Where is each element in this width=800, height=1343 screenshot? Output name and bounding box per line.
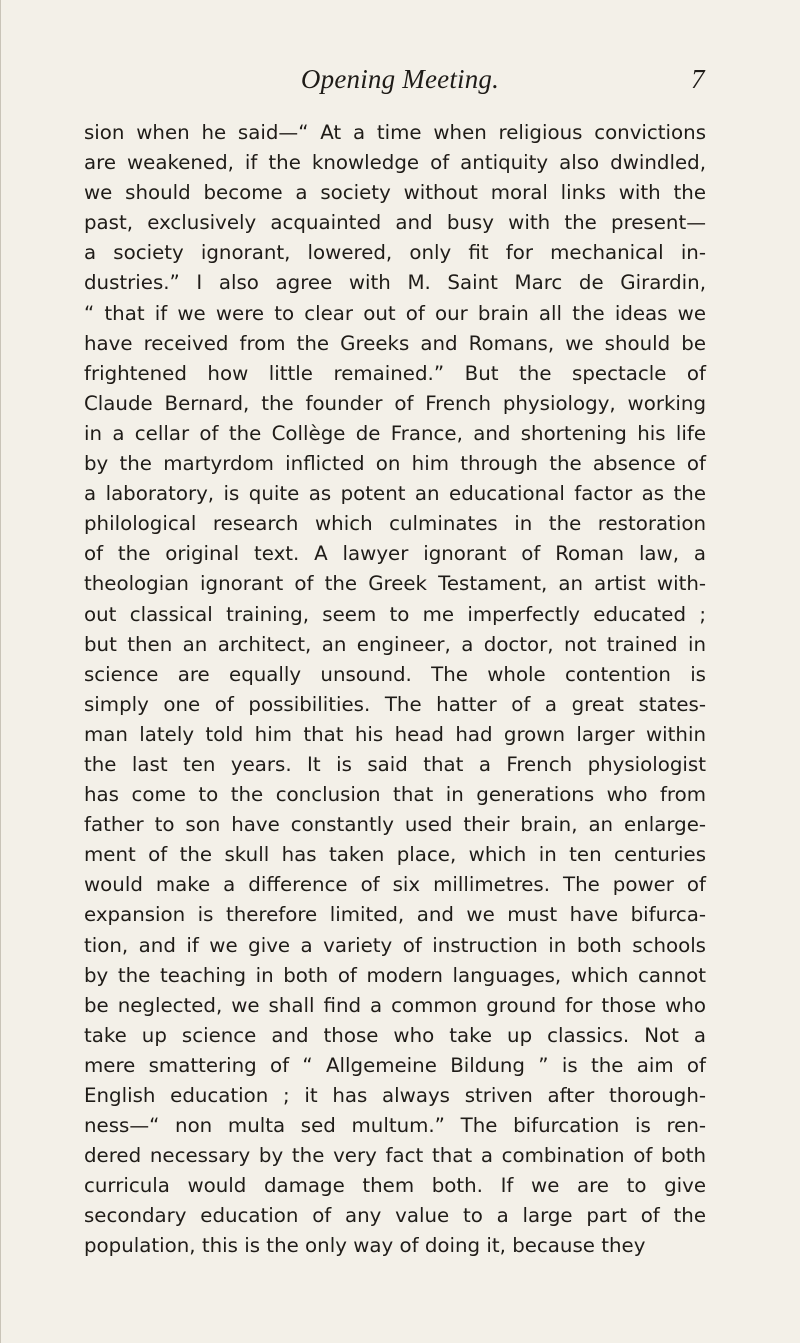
text-line: has come to the conclusion that in generations who from xyxy=(84,783,706,807)
text-line: simply one of possibilities. The hatter of a great states- xyxy=(84,692,706,716)
page-number: 7 xyxy=(691,64,705,94)
text-line: of the original text. A lawyer ignorant of Roman law, a xyxy=(84,542,706,566)
text-line: population, this is the only way of doing it, because they xyxy=(84,1234,646,1258)
text-line: science are equally unsound. The whole contention is xyxy=(84,662,706,686)
text-line: by the martyrdom inflicted on him through the absence of xyxy=(84,452,706,476)
text-line: past, exclusively acquainted and busy with the present— xyxy=(84,211,706,235)
text-line: are weakened, if the knowledge of antiquity also dwindled, xyxy=(84,151,706,175)
text-line: have received from the Greeks and Romans, we should be xyxy=(84,331,706,355)
text-line: philological research which culminates in the restoration xyxy=(84,512,706,536)
text-line: we should become a society without moral links with the xyxy=(84,181,706,205)
text-line: frightened how little remained.” But the spectacle of xyxy=(84,361,706,385)
text-line: but then an architect, an engineer, a doctor, not trained in xyxy=(84,632,706,656)
page-header xyxy=(0,58,800,98)
text-line: ment of the skull has taken place, which in ten centuries xyxy=(84,843,706,867)
running-title: Opening Meeting. xyxy=(300,64,500,94)
text-line: mere smattering of “ Allgemeine Bildung ” is the aim of xyxy=(84,1053,706,1077)
text-line: man lately told him that his head had grown larger within xyxy=(84,722,706,746)
text-line: sion when he said—“ At a time when religious convictions xyxy=(84,121,706,144)
text-line: out classical training, seem to me imperfectly educated ; xyxy=(84,602,706,626)
text-line: Claude Bernard, the founder of French physiology, working xyxy=(84,391,706,415)
text-line: by the teaching in both of modern languages, which cannot xyxy=(84,963,706,987)
text-line: be neglected, we shall find a common ground for those who xyxy=(84,993,706,1017)
text-line: a society ignorant, lowered, only fit for mechanical in- xyxy=(84,241,706,265)
text-line: the last ten years. It is said that a French physiologist xyxy=(84,752,706,776)
text-line: tion, and if we give a variety of instruction in both schools xyxy=(84,933,706,957)
text-line: English education ; it has always striven after thorough- xyxy=(84,1084,706,1107)
text-line: a laboratory, is quite as potent an educational factor as the xyxy=(84,482,706,506)
text-line: dered necessary by the very fact that a combination of both xyxy=(84,1144,706,1168)
text-line: “ that if we were to clear out of our brain all the ideas we xyxy=(84,301,706,325)
text-line: theologian ignorant of the Greek Testament, an artist with- xyxy=(84,572,706,596)
text-line: expansion is therefore limited, and we must have bifurca- xyxy=(84,903,706,927)
text-line: in a cellar of the Collège de France, and shortening his life xyxy=(84,421,706,445)
text-line: ness—“ non multa sed multum.” The bifurcation is ren- xyxy=(84,1114,706,1138)
text-line: dustries.” I also agree with M. Saint Marc de Girardin, xyxy=(84,271,706,295)
text-line: would make a difference of six millimetres. The power of xyxy=(84,873,706,897)
body-text xyxy=(84,118,706,1262)
text-line: father to son have constantly used their brain, an enlarge- xyxy=(84,813,706,837)
text-line: curricula would damage them both. If we are to give xyxy=(84,1174,706,1198)
text-line: secondary education of any value to a large part of the xyxy=(84,1204,706,1228)
text-line: take up science and those who take up classics. Not a xyxy=(84,1023,706,1047)
